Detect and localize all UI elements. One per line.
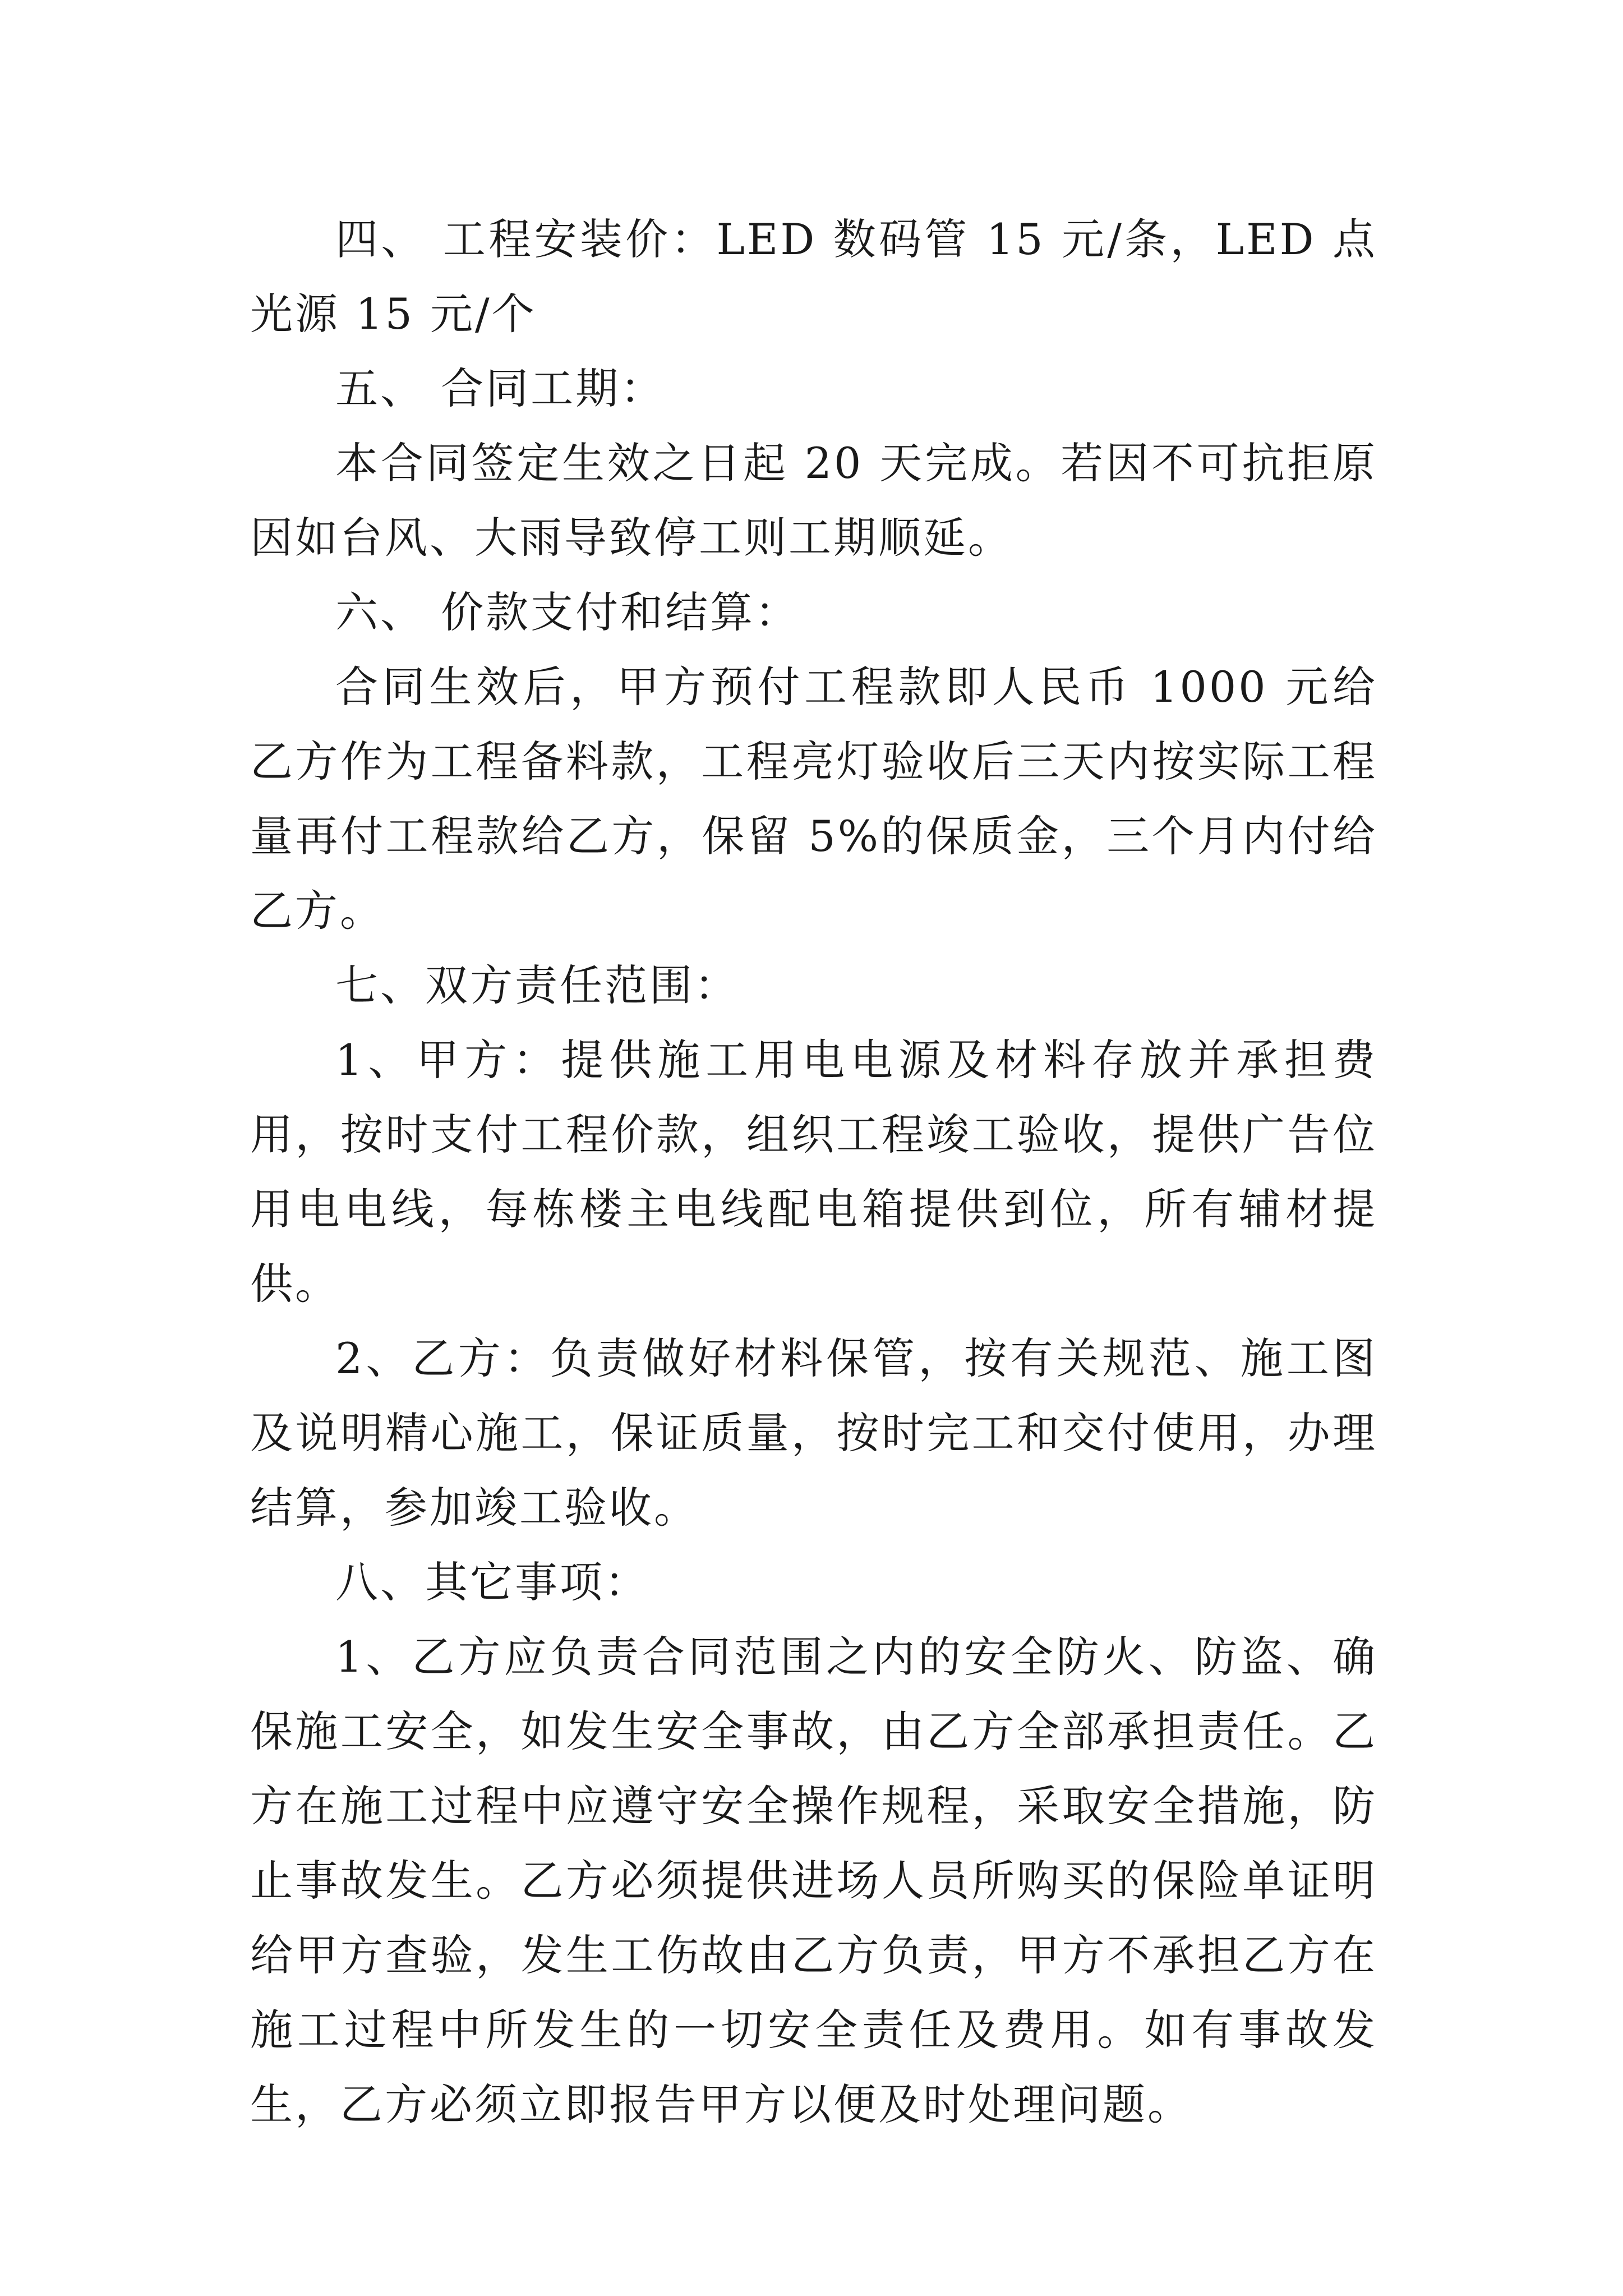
document-body (250, 202, 1377, 2142)
heading-other-matters: 八、其它事项： (335, 1557, 649, 1607)
heading-contract-period: 五、 合同工期： (335, 364, 666, 413)
heading-responsibilities: 七、双方责任范围： (335, 960, 739, 1010)
paragraph-installation-price: 四、 工程安装价：LED 数码管 15 元/条，LED 点光源 15 元/个 (250, 214, 1377, 339)
paragraph-party-a-duties: 1、甲方：提供施工用电电源及材料存放并承担费用，按时支付工程价款，组织工程竣工验收，提供广告位用电电线，每栋楼主电线配电箱提供到位，所有辅材提供。 (250, 1035, 1377, 1309)
paragraph-contract-period: 本合同签定生效之日起 20 天完成。若因不可抗拒原因如台风、大雨导致停工则工期顺延。 (250, 438, 1377, 563)
paragraph-payment-settlement: 合同生效后，甲方预付工程款即人民币 1000 元给乙方作为工程备料款，工程亮灯验收后三天内按实际工程量再付工程款给乙方，保留 5%的保质金，三个月内付给乙方。 (250, 662, 1377, 936)
paragraph-party-b-duties: 2、乙方：负责做好材料保管，按有关规范、施工图及说明精心施工，保证质量，按时完工和交付使用，办理结算，参加竣工验收。 (250, 1333, 1377, 1533)
paragraph-safety-terms: 1、乙方应负责合同范围之内的安全防火、防盗、确保施工安全，如发生安全事故，由乙方全部承担责任。乙方在施工过程中应遵守安全操作规程，采取安全措施，防止事故发生。乙方必须提供进场人员所购买的保险单证明给甲方查验，发生工伤故由乙方负责，甲方不承担乙方在施工过程中所发生的一切安全责任及费用。如有事故发生，乙方必须立即报告甲方以便及时处理问题。 (250, 1632, 1377, 2129)
heading-payment-settlement: 六、 价款支付和结算： (335, 587, 800, 637)
